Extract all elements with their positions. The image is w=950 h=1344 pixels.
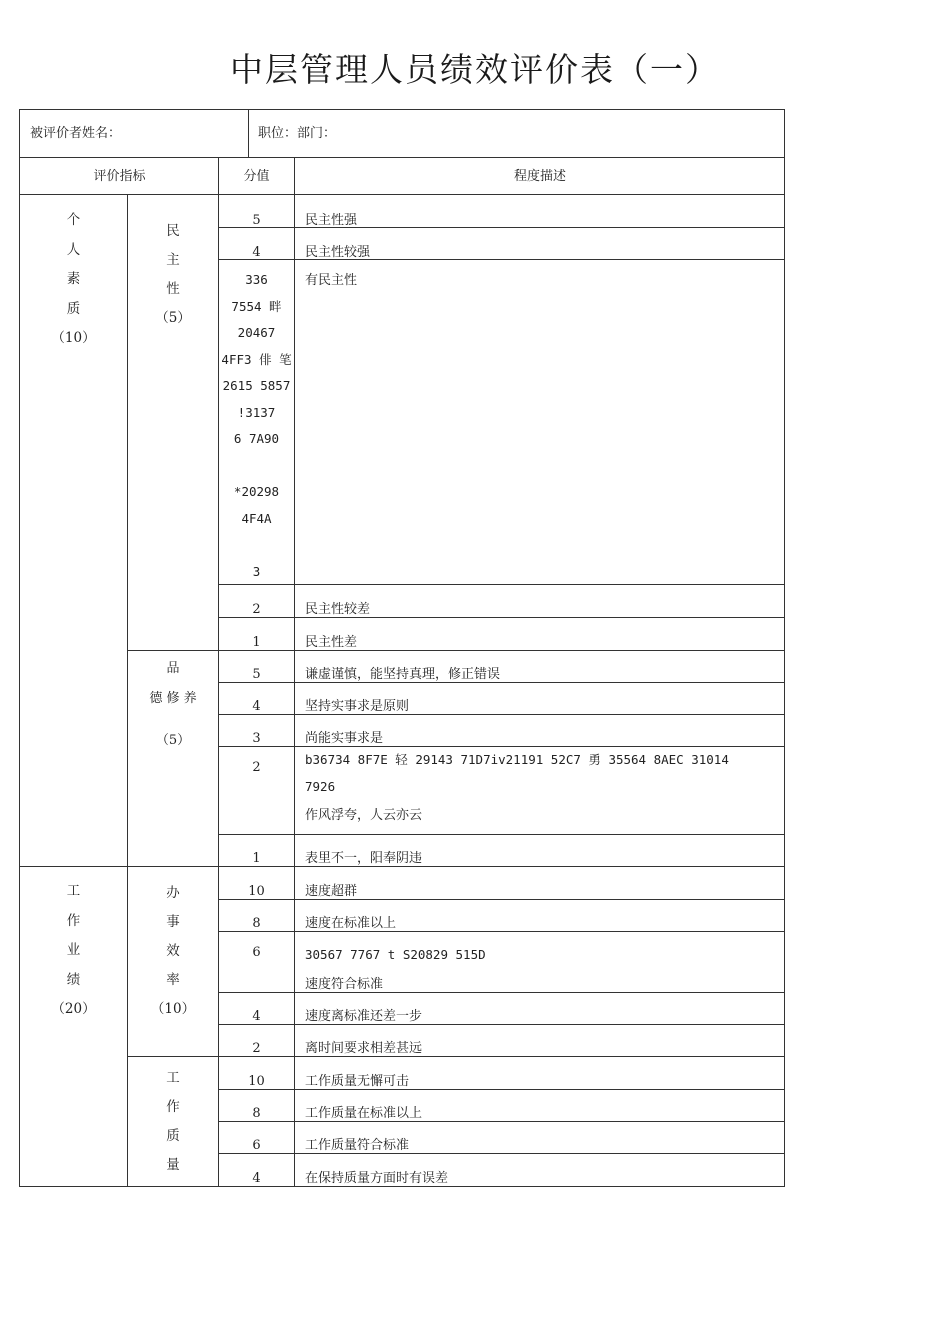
score-value: 4 [252, 1171, 261, 1186]
score-description: 民主性较差 [305, 602, 371, 617]
category-work-performance: 工 作 业 绩 （20） [51, 883, 96, 1017]
score-description: 速度离标准还差一步 [305, 1009, 423, 1024]
row-divider [219, 227, 785, 228]
score-description: 民主性强 [305, 213, 358, 228]
table-divider [20, 194, 785, 195]
score-value: 4 [252, 1009, 261, 1024]
row-divider [219, 1153, 785, 1154]
table-divider [20, 157, 785, 158]
row-divider [219, 1089, 785, 1090]
score-description: 表里不一，阳奉阴违 [305, 851, 423, 866]
score-description: 工作质量无懈可击 [305, 1074, 410, 1089]
score-value: 10 [248, 884, 265, 899]
score-description: 坚持实事求是原则 [305, 699, 410, 714]
score-description-noise: 30567 7767 t S20829 515D [305, 947, 486, 962]
score-value: 5 [252, 213, 261, 228]
column-header-score: 分值 [243, 169, 270, 184]
score-value: 1 [252, 851, 261, 866]
subcategory-democracy: 民 主 性 （5） [155, 223, 191, 326]
score-description: 在保持质量方面时有误差 [305, 1171, 449, 1186]
col-divider [294, 157, 295, 1187]
subcategory-efficiency: 办 事 效 率 （10） [150, 885, 196, 1017]
score-value: 3 [252, 731, 261, 746]
column-header-description: 程度描述 [513, 169, 566, 184]
score-description: 离时间要求相差甚远 [305, 1041, 423, 1056]
score-description: 速度超群 [305, 884, 358, 899]
score-value: 8 [252, 916, 261, 931]
score-description: 工作质量符合标准 [305, 1138, 410, 1153]
row-divider [219, 834, 785, 835]
row-divider [219, 682, 785, 683]
score-description: 民主性较强 [305, 245, 371, 260]
row-divider [219, 931, 785, 932]
row-divider [219, 992, 785, 993]
score-description: 速度符合标准 [305, 977, 384, 992]
row-divider [219, 1024, 785, 1025]
row-divider [219, 259, 785, 260]
subcategory-morality: 德 修 养 [149, 691, 197, 706]
score-description-noise: 7926 [305, 779, 336, 794]
score-description: 工作质量在标准以上 [305, 1106, 423, 1121]
score-description: 有民主性 [305, 273, 358, 288]
row-divider [219, 584, 785, 585]
page-title: 中层管理人员绩效评价表（一） [230, 50, 720, 89]
header-divider [248, 109, 249, 157]
score-description: 作风浮夸，人云亦云 [305, 808, 423, 823]
score-value: 6 [252, 1138, 261, 1153]
category-personal-quality: 个 人 素 质 （10） [51, 212, 96, 346]
subcategory-morality-score: （5） [155, 733, 191, 748]
score-description: 谦虚谨慎，能坚持真理，修正错误 [305, 667, 501, 682]
score-value: 4 [252, 699, 261, 714]
score-value: 6 [252, 945, 261, 960]
row-divider [219, 746, 785, 747]
subcategory-work-quality: 工 作 质 量 [166, 1070, 180, 1173]
column-header-indicator: 评价指标 [93, 169, 146, 184]
score-description: 速度在标准以上 [305, 916, 397, 931]
score-description: 民主性差 [305, 635, 358, 650]
score-description: 尚能实事求是 [305, 731, 384, 746]
score-description-noise: b36734 8F7E 轻 29143 71D7iv21191 52C7 勇 35564 8AEC 31014 [305, 752, 729, 767]
score-value: 2 [252, 760, 261, 775]
table-border-right [784, 109, 785, 1187]
table-border-top [20, 109, 785, 110]
row-divider [219, 1121, 785, 1122]
position-department-label: 职位：部门： [258, 126, 337, 141]
row-divider [219, 617, 785, 618]
score-value: 2 [252, 602, 261, 617]
score-value: 4 [252, 245, 261, 260]
subcategory-morality: 品 [166, 661, 180, 676]
row-divider [219, 899, 785, 900]
score-value: 8 [252, 1106, 261, 1121]
score-value: 2 [252, 1041, 261, 1056]
evaluee-name-label: 被评价者姓名： [30, 126, 122, 141]
row-divider [219, 714, 785, 715]
score-value: 1 [252, 635, 261, 650]
score-value: 336 7554 畔 20467 4FF3 俳 笔 2615 5857 !3137 6 7A90 *20298 4F4A 3 [221, 272, 292, 579]
score-value: 10 [248, 1074, 265, 1089]
score-value: 5 [252, 667, 261, 682]
